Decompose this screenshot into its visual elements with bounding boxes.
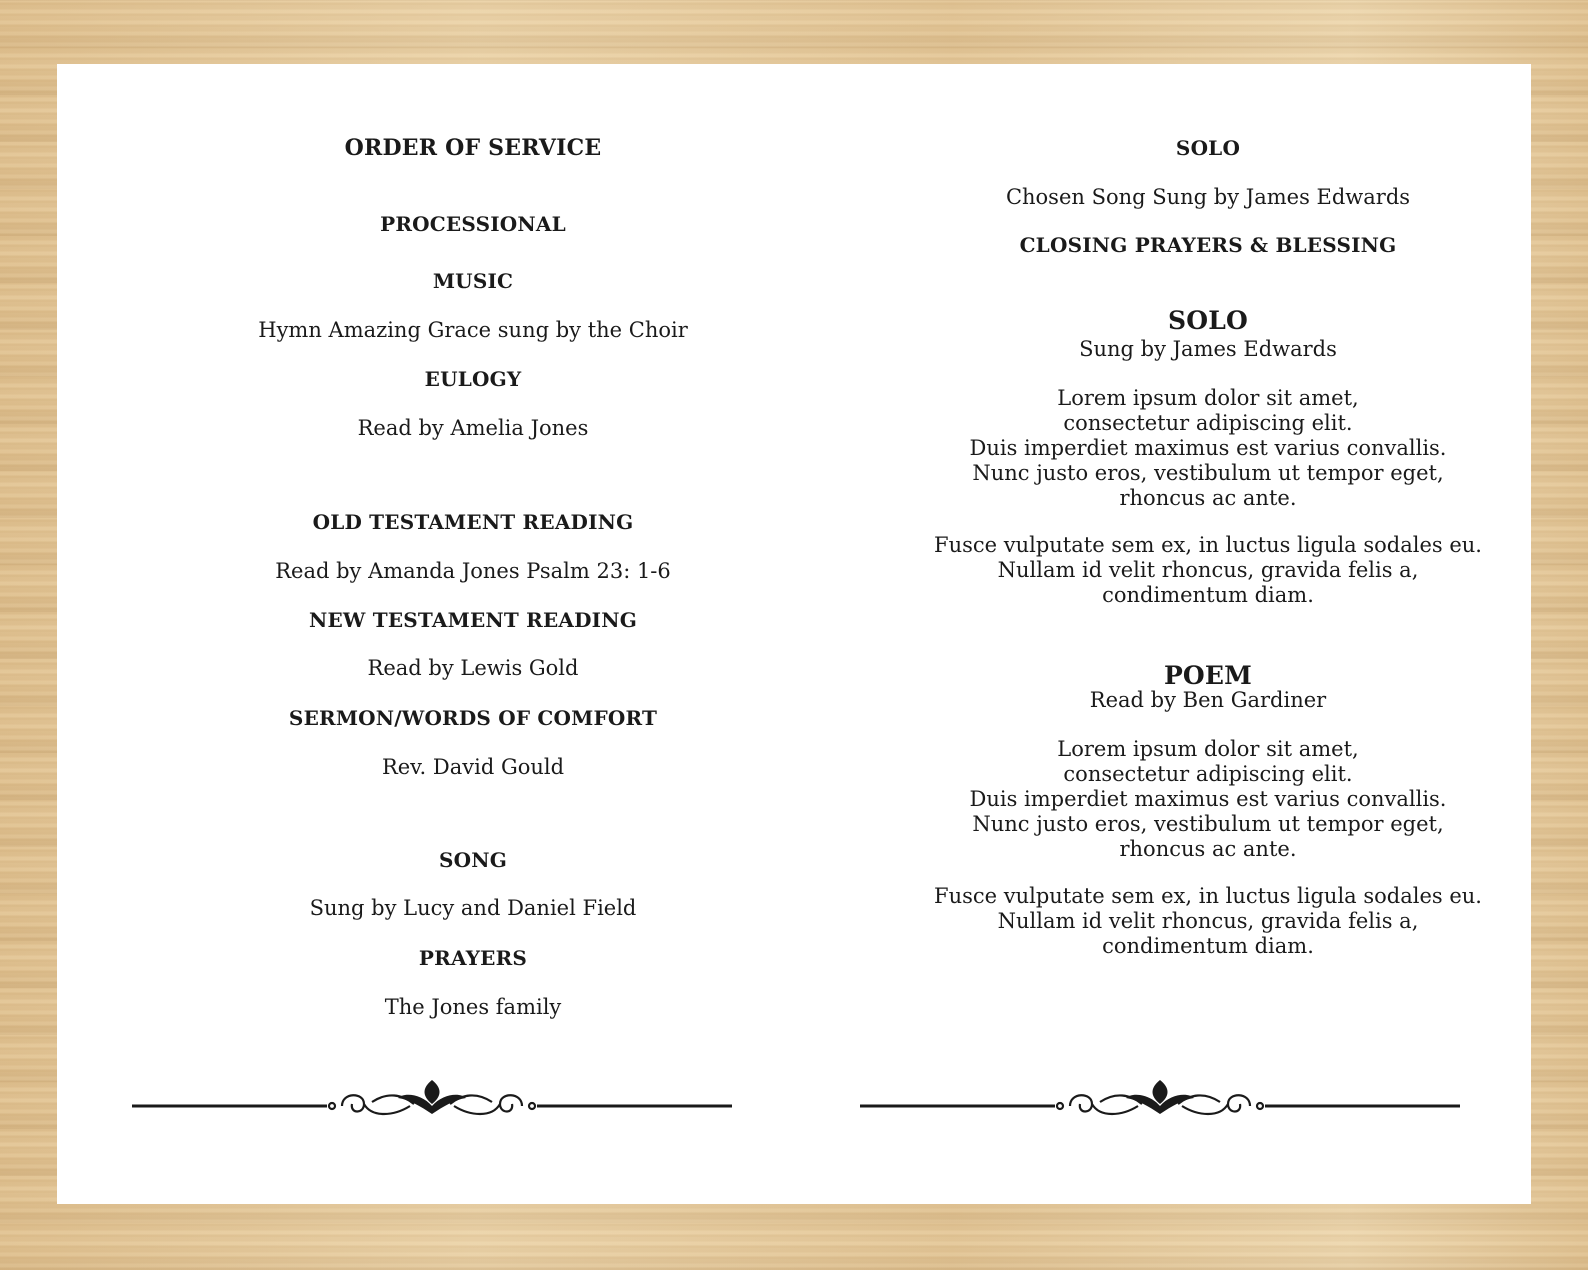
new-testament-heading: NEW TESTAMENT READING: [309, 608, 637, 632]
song-heading: SONG: [438, 848, 508, 872]
solo-top-detail: Chosen Song Sung by James Edwards: [1005, 185, 1411, 209]
sermon-detail: Rev. David Gould: [381, 755, 565, 779]
poem-paragraph-2: Fusce vulputate sem ex, in luctus ligula sodales eu. Nullam id velit rhoncus, gravida felis a, condimentum diam.: [934, 884, 1482, 958]
solo-paragraph-2: Fusce vulputate sem ex, in luctus ligula sodales eu. Nullam id velit rhoncus, gravida felis a, condimentum diam.: [934, 533, 1482, 607]
poem-paragraph-1: Lorem ipsum dolor sit amet, consectetur adipiscing elit. Duis imperdiet maximus est varius convallis. Nunc justo eros, vestibulum ut tempor eget, rhoncus ac ante.: [969, 737, 1447, 861]
prayers-detail: The Jones family: [384, 995, 562, 1019]
song-detail: Sung by Lucy and Daniel Field: [309, 896, 637, 920]
new-testament-detail: Read by Lewis Gold: [367, 656, 579, 680]
solo-paragraph-1: Lorem ipsum dolor sit amet, consectetur adipiscing elit. Duis imperdiet maximus est varius convallis. Nunc justo eros, vestibulum ut tempor eget, rhoncus ac ante.: [969, 386, 1447, 510]
eulogy-detail: Read by Amelia Jones: [357, 416, 589, 440]
program-sheet: [57, 64, 1531, 1204]
solo-heading: SOLO: [1168, 306, 1248, 335]
poem-heading: POEM: [1163, 661, 1253, 690]
old-testament-detail: Read by Amanda Jones Psalm 23: 1-6: [275, 559, 671, 583]
eulogy-heading: EULOGY: [424, 367, 522, 391]
processional-heading: PROCESSIONAL: [380, 212, 566, 236]
closing-heading: CLOSING PRAYERS & BLESSING: [1019, 233, 1397, 257]
solo-detail: Sung by James Edwards: [1079, 337, 1337, 361]
flourish-divider-icon: [860, 1074, 1460, 1134]
page-title: ORDER OF SERVICE: [344, 135, 602, 161]
flourish-divider-icon: [132, 1074, 732, 1134]
music-heading: MUSIC: [432, 269, 514, 293]
music-detail: Hymn Amazing Grace sung by the Choir: [258, 318, 688, 342]
solo-top-heading: SOLO: [1175, 136, 1241, 160]
sermon-heading: SERMON/WORDS OF COMFORT: [288, 706, 658, 730]
prayers-heading: PRAYERS: [418, 946, 528, 970]
old-testament-heading: OLD TESTAMENT READING: [312, 510, 634, 534]
poem-detail: Read by Ben Gardiner: [1089, 688, 1327, 712]
